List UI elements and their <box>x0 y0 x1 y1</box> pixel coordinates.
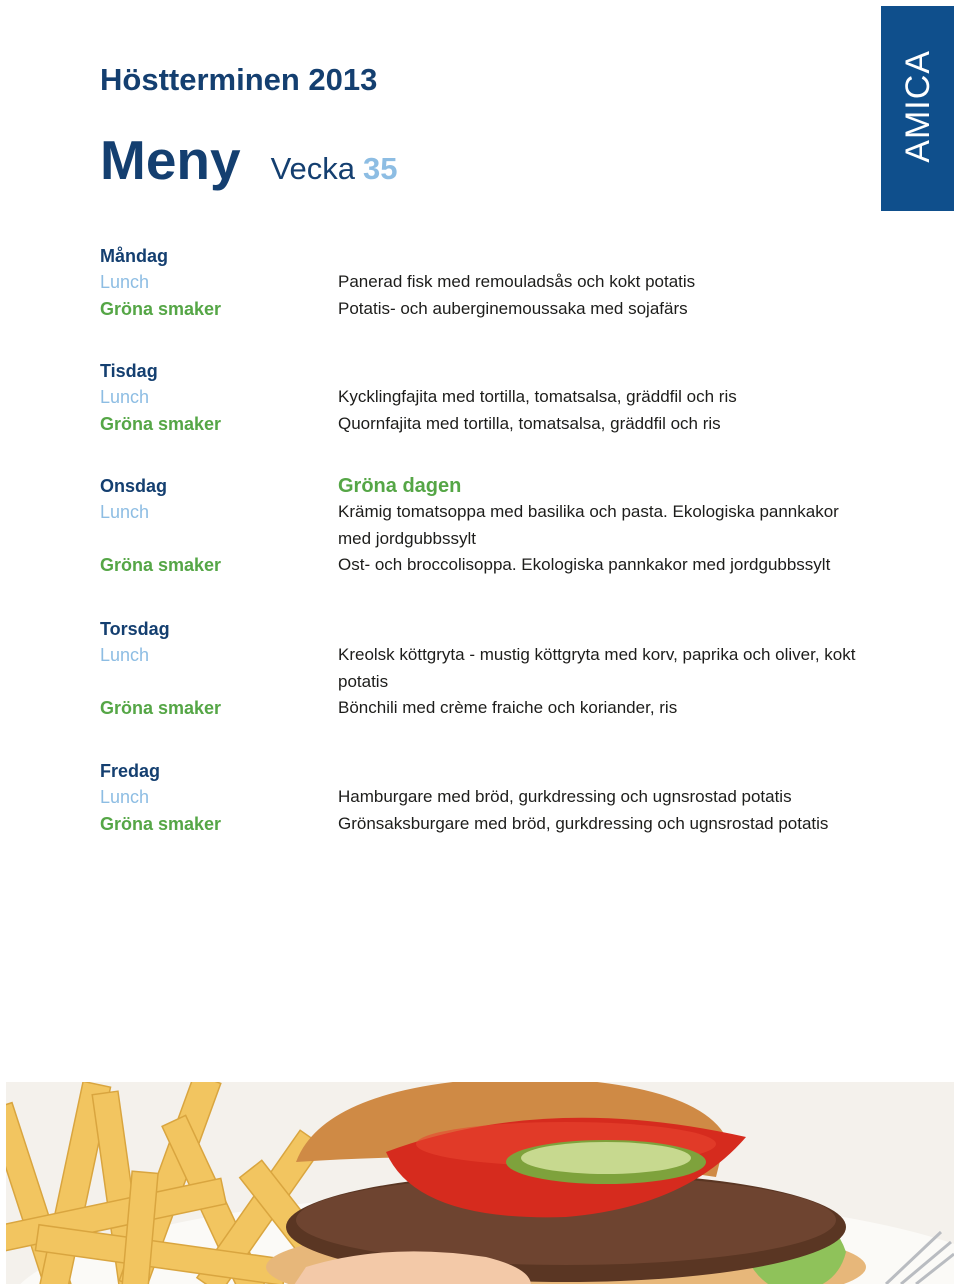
lunch-dish: Panerad fisk med remouladsås och kokt potatis <box>338 272 696 292</box>
day-name: Onsdag <box>100 476 168 496</box>
lunch-label: Lunch <box>100 272 150 293</box>
day-monday <box>100 243 860 322</box>
lunch-row <box>100 499 860 552</box>
week-label: Vecka <box>270 151 356 186</box>
day-thursday <box>100 616 860 722</box>
green-row <box>100 411 860 437</box>
day-wednesday <box>100 473 860 579</box>
lunch-row <box>100 269 860 295</box>
brand-name: AMICA <box>898 50 937 163</box>
lunch-label: Lunch <box>100 645 150 666</box>
amica-logo <box>881 6 954 211</box>
green-row <box>100 695 860 721</box>
green-dish: Quornfajita med tortilla, tomatsalsa, gräddfil och ris <box>338 413 721 433</box>
day-name: Torsdag <box>100 619 170 639</box>
green-row <box>100 296 860 322</box>
day-name: Fredag <box>100 761 161 781</box>
green-label: Gröna smaker <box>100 413 222 434</box>
green-row <box>100 811 860 837</box>
lunch-label: Lunch <box>100 387 150 408</box>
lunch-label: Lunch <box>100 502 150 523</box>
burger-fries-photo <box>6 1082 954 1284</box>
semester-title: Höstterminen 2013 <box>100 62 378 97</box>
green-dish: Bönchili med crème fraiche och koriander, ris <box>338 698 678 718</box>
lunch-dish: Kreolsk köttgryta - mustig köttgryta med korv, paprika och oliver, kokt potatis <box>338 645 856 691</box>
lunch-label: Lunch <box>100 787 150 808</box>
day-friday <box>100 758 860 837</box>
day-tuesday <box>100 358 860 437</box>
day-name: Tisdag <box>100 361 158 381</box>
lunch-row <box>100 784 860 810</box>
lunch-row <box>100 384 860 410</box>
green-label: Gröna smaker <box>100 298 222 319</box>
menu-title: Meny <box>100 129 241 191</box>
green-label: Gröna smaker <box>100 555 222 576</box>
green-label: Gröna smaker <box>100 813 222 834</box>
green-dish: Ost- och broccolisoppa. Ekologiska pannkakor med jordgubbssylt <box>338 555 831 575</box>
week-number: 35 <box>363 151 398 186</box>
menu-heading <box>100 128 398 192</box>
wednesday-head-row <box>100 473 860 499</box>
lunch-dish: Hamburgare med bröd, gurkdressing och ugnsrostad potatis <box>338 787 792 807</box>
lunch-dish: Kycklingfajita med tortilla, tomatsalsa, gräddfil och ris <box>338 387 737 407</box>
lunch-dish: Krämig tomatsoppa med basilika och pasta. Ekologiska pannkakor med jordgubbssylt <box>338 502 839 548</box>
green-dish: Potatis- och auberginemoussaka med sojafärs <box>338 298 688 318</box>
green-dish: Grönsaksburgare med bröd, gurkdressing och ugnsrostad potatis <box>338 813 829 833</box>
special-day-label: Gröna dagen <box>338 475 462 497</box>
green-label: Gröna smaker <box>100 698 222 719</box>
green-row <box>100 552 860 578</box>
day-name: Måndag <box>100 246 169 266</box>
lunch-row <box>100 642 860 695</box>
